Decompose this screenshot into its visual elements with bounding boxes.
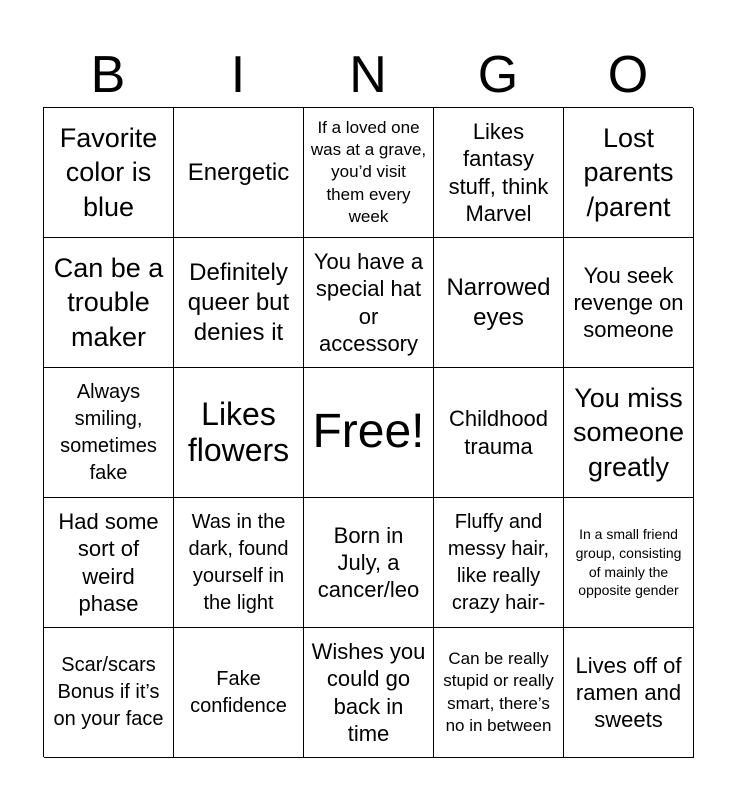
bingo-cell[interactable]: [304, 498, 434, 628]
header-letter-g: G: [477, 46, 519, 104]
bingo-cell[interactable]: [434, 238, 564, 368]
cell-text: Energetic: [187, 158, 290, 186]
header-letter-o: O: [607, 46, 649, 104]
bingo-board: [43, 107, 693, 757]
cell-text: Always smiling, sometimes fake: [60, 380, 157, 484]
cell-text: Free!: [312, 405, 425, 459]
bingo-cell[interactable]: [304, 628, 434, 758]
cell-text: Can be really stupid or really smart, there’s no in between: [443, 649, 554, 735]
bingo-cell[interactable]: [434, 628, 564, 758]
header-letter-i: I: [230, 46, 246, 104]
bingo-cell[interactable]: [174, 498, 304, 628]
cell-text: Wishes you could go back in time: [311, 638, 426, 746]
bingo-cell[interactable]: [564, 628, 694, 758]
bingo-cell[interactable]: [304, 238, 434, 368]
bingo-cell[interactable]: [44, 368, 174, 498]
bingo-cell[interactable]: [44, 238, 174, 368]
cell-text: Can be a trouble maker: [53, 252, 164, 352]
cell-text: Narrowed eyes: [446, 273, 551, 331]
bingo-cell[interactable]: [434, 108, 564, 238]
bingo-cell[interactable]: [44, 498, 174, 628]
cell-text: Definitely queer but denies it: [187, 258, 290, 346]
bingo-cell[interactable]: [174, 238, 304, 368]
bingo-cell[interactable]: [564, 368, 694, 498]
cell-text: Fake confidence: [190, 667, 287, 717]
bingo-header: [43, 44, 693, 106]
cell-text: Born in July, a cancer/leo: [317, 522, 420, 603]
bingo-cell[interactable]: [434, 498, 564, 628]
cell-text: Lost parents /parent: [583, 122, 674, 222]
bingo-cell[interactable]: [174, 108, 304, 238]
bingo-cell[interactable]: [564, 108, 694, 238]
cell-text: You miss someone greatly: [572, 382, 685, 482]
cell-text: Fluffy and messy hair, like really crazy hair-: [447, 510, 550, 614]
cell-text: Had some sort of weird phase: [58, 508, 159, 616]
bingo-cell[interactable]: [564, 238, 694, 368]
bingo-cell[interactable]: [44, 108, 174, 238]
cell-text: Childhood trauma: [448, 406, 549, 459]
bingo-cell[interactable]: [434, 368, 564, 498]
cell-text: Favorite color is blue: [59, 122, 158, 222]
cell-text: You seek revenge on someone: [573, 262, 684, 343]
bingo-cell[interactable]: [174, 368, 304, 498]
free-space[interactable]: [304, 368, 434, 498]
header-letter-n: N: [349, 46, 387, 104]
bingo-cell[interactable]: [304, 108, 434, 238]
bingo-cell[interactable]: [44, 628, 174, 758]
cell-text: Likes flowers: [187, 395, 290, 468]
cell-text: In a small friend group, consisting of mainly the opposite gender: [575, 526, 682, 599]
cell-text: Scar/scars Bonus if it’s on your face: [53, 654, 164, 730]
cell-text: Was in the dark, found yourself in the light: [188, 510, 289, 614]
cell-text: Lives off of ramen and sweets: [575, 652, 682, 733]
bingo-cell[interactable]: [564, 498, 694, 628]
cell-text: You have a special hat or accessory: [313, 248, 424, 356]
cell-text: If a loved one was at a grave, you’d visit them every week: [310, 118, 427, 226]
bingo-cell[interactable]: [174, 628, 304, 758]
header-letter-b: B: [90, 46, 126, 104]
cell-text: Likes fantasy stuff, think Marvel: [448, 118, 549, 226]
